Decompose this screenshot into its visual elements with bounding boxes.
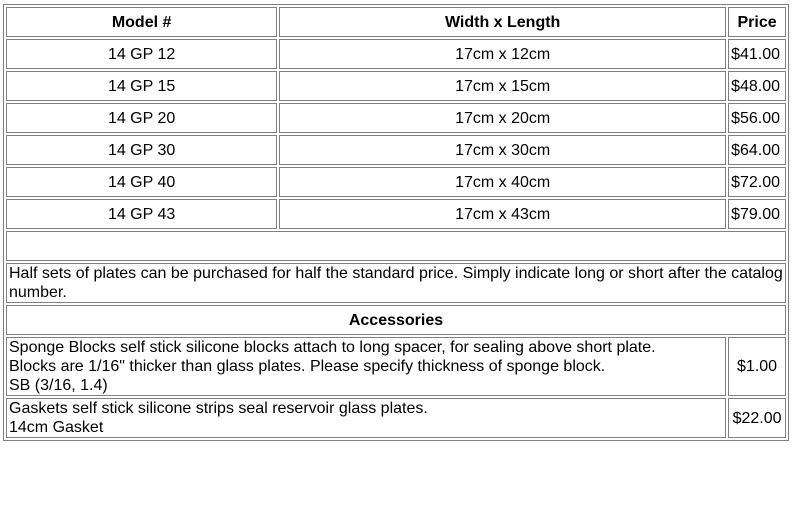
price-cell: $56.00	[728, 103, 786, 133]
table-row	[6, 135, 786, 165]
table-row	[6, 103, 786, 133]
accessory-line: Blocks are 1/16" thicker than glass plates. Please specify thickness of sponge block.	[9, 358, 606, 375]
size-cell: 17cm x 15cm	[279, 71, 726, 101]
table-row	[6, 71, 786, 101]
half-set-note: Half sets of plates can be purchased for half the standard price. Simply indicate long or short after the catalog number.	[6, 263, 786, 303]
table-row	[6, 199, 786, 229]
blank-cell	[6, 231, 786, 261]
model-cell: 14 GP 12	[6, 39, 277, 69]
accessories-title: Accessories	[6, 305, 786, 335]
header-model: Model #	[6, 7, 277, 37]
table-row	[6, 39, 786, 69]
price-cell: $48.00	[728, 71, 786, 101]
price-cell: $41.00	[728, 39, 786, 69]
header-price: Price	[728, 7, 786, 37]
header-row	[6, 7, 786, 37]
accessory-line: Gaskets self stick silicone strips seal reservoir glass plates.	[9, 400, 428, 417]
size-cell: 17cm x 43cm	[279, 199, 726, 229]
price-cell: $72.00	[728, 167, 786, 197]
price-cell: $79.00	[728, 199, 786, 229]
table-row	[6, 167, 786, 197]
header-size: Width x Length	[279, 7, 726, 37]
model-cell: 14 GP 15	[6, 71, 277, 101]
accessory-row	[6, 337, 786, 396]
model-cell: 14 GP 43	[6, 199, 277, 229]
size-cell: 17cm x 20cm	[279, 103, 726, 133]
blank-row	[6, 231, 786, 261]
note-row	[6, 263, 786, 303]
size-cell: 17cm x 30cm	[279, 135, 726, 165]
price-cell: $64.00	[728, 135, 786, 165]
accessory-line: SB (3/16, 1.4)	[9, 377, 108, 394]
accessory-row	[6, 398, 786, 438]
accessory-description	[6, 337, 726, 396]
accessory-line: Sponge Blocks self stick silicone blocks attach to long spacer, for sealing above short plate.	[9, 339, 656, 356]
size-cell: 17cm x 40cm	[279, 167, 726, 197]
accessory-description	[6, 398, 726, 438]
model-cell: 14 GP 40	[6, 167, 277, 197]
price-table	[3, 4, 789, 441]
model-cell: 14 GP 30	[6, 135, 277, 165]
accessories-header-row	[6, 305, 786, 335]
model-cell: 14 GP 20	[6, 103, 277, 133]
size-cell: 17cm x 12cm	[279, 39, 726, 69]
accessory-price: $1.00	[728, 337, 786, 396]
accessory-line: 14cm Gasket	[9, 419, 104, 436]
accessory-price: $22.00	[728, 398, 786, 438]
